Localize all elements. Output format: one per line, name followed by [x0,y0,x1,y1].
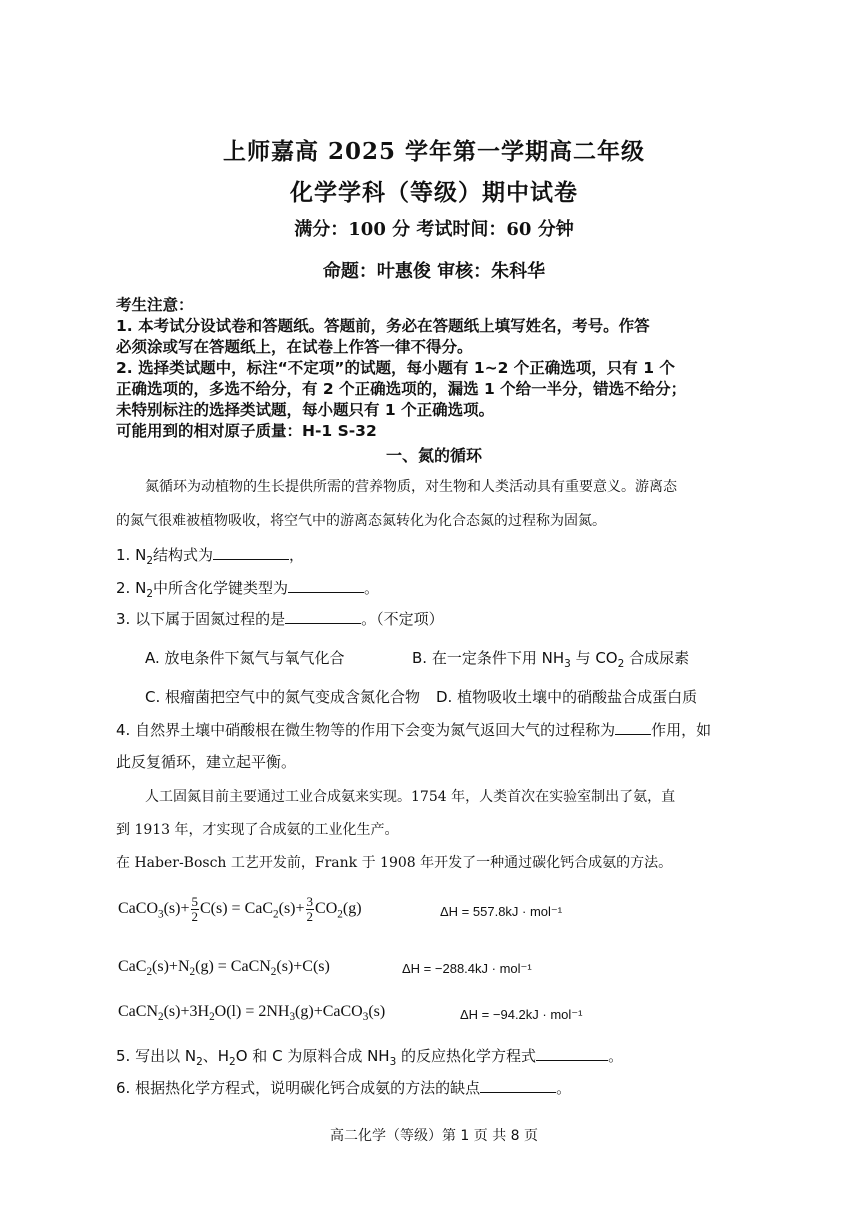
notice-line-2: 必须涂或写在答题纸上，在试卷上作答一律不得分。 [116,338,473,356]
enthalpy-2: ΔH = −288.4kJ · mol⁻¹ [402,961,532,976]
answer-blank-q6[interactable] [480,1091,556,1093]
notice-line-5: 未特别标注的选择类试题，每小题只有 1 个正确选项。 [116,401,495,419]
section-title: 一、氮的循环 [385,446,482,465]
atomic-mass-line: 可能用到的相对原子质量：H-1 S-32 [116,422,377,440]
question-3: 3. 以下属于固氮过程的是 。（不定项） [116,610,444,628]
page-footer: 高二化学（等级）第 1 页 共 8 页 [329,1128,539,1144]
notice-line-1: 1. 本考试分设试卷和答题纸。答题前，务必在答题纸上填写姓名，考号。作答 [116,317,650,335]
q3-option-c: C. 根瘤菌把空气中的氮气变成含氮化合物 [145,688,421,706]
question-2: 2. $N_2$中所含化学键类型为 。 [116,579,380,600]
exam-score-time: 满分：100 分 考试时间：60 分钟 [294,219,574,240]
q3-option-b: B. 在一定条件下用 $NH_3$ 与 $CO_2$ 合成尿素 [412,649,690,670]
notice-line-4: 正确选项的，多选不给分，有 2 个正确选项的，漏选 1 个给一半分，错选不给分； [116,380,687,398]
enthalpy-1: ΔH = 557.8kJ · mol⁻¹ [440,904,563,919]
exam-title-school: 上师嘉高 2025 学年第一学期高二年级 [222,138,646,165]
answer-blank-q4[interactable] [615,733,651,735]
q3-option-a: A. 放电条件下氮气与氧气化合 [145,649,345,667]
thermo-equation-3: $CaCN_2(s)+3H_2O(l)$ = $2NH_3(g)+CaCO_3(s)$ [118,1003,386,1024]
question-6: 6. 根据热化学方程式，说明碳化钙合成氨的方法的缺点 。 [116,1079,572,1097]
q3-option-d: D. 植物吸收土壤中的硝酸盐合成蛋白质 [436,688,698,706]
intro-paragraph-line-1: 氮循环为动植物的生长提供所需的营养物质，对生物和人类活动具有重要意义。游离态 [145,479,677,495]
thermo-equation-1: CaCO$_3$(s)+ $\frac{5}{2}$ C(s) = CaC$_2$(s)+ $\frac{3}{2}$ $CO_2(g)$ [118,894,362,924]
intro-paragraph-line-2: 的氮气很难被植物吸收，将空气中的游离态氮转化为化合态氮的过程称为固氮。 [116,513,606,529]
question-5: 5. 写出以 $N_2$、$H_2O$ 和 C 为原料合成 $NH_3$ 的反应热化学方程式 。 [116,1047,624,1068]
exam-title-subject: 化学学科（等级）期中试卷 [290,179,578,206]
answer-blank-q3[interactable] [285,622,361,624]
notice-line-3: 2. 选择类试题中，标注“不定项”的试题，每小题有 1~2 个正确选项，只有 1 个 [116,359,675,377]
fraction-3-2: $\frac{3}{2}$ [306,894,314,924]
synthesis-paragraph-line-2: 到 1913 年，才实现了合成氨的工业化生产。 [116,822,399,838]
enthalpy-3: ΔH = −94.2kJ · mol⁻¹ [460,1007,583,1022]
thermo-equation-2: $CaC_2(s)+N_2(g)$ = CaCN$_2$(s)+C(s) [118,958,330,979]
notice-heading: 考生注意： [116,296,194,314]
question-1: 1. $N_2$结构式为 ， [116,546,305,567]
synthesis-paragraph-line-3: 在 Haber-Bosch 工艺开发前，Frank 于 1908 年开发了一种通过碳化钙合成氨的方法。 [116,855,673,871]
fraction-5-2: $\frac{5}{2}$ [191,894,198,924]
question-4-line-1: 4. 自然界土壤中硝酸根在微生物等的作用下会变为氮气返回大气的过程称为 作用，如 [116,721,712,739]
answer-blank-q5[interactable] [536,1059,608,1061]
question-4-line-2: 此反复循环，建立起平衡。 [116,753,297,771]
answer-blank-q2[interactable] [288,591,364,593]
answer-blank-q1[interactable] [213,558,289,560]
exam-authors: 命题：叶惠俊 审核：朱科华 [322,261,546,282]
synthesis-paragraph-line-1: 人工固氮目前主要通过工业合成氨来实现。1754 年，人类首次在实验室制出了氨，直 [145,789,676,805]
